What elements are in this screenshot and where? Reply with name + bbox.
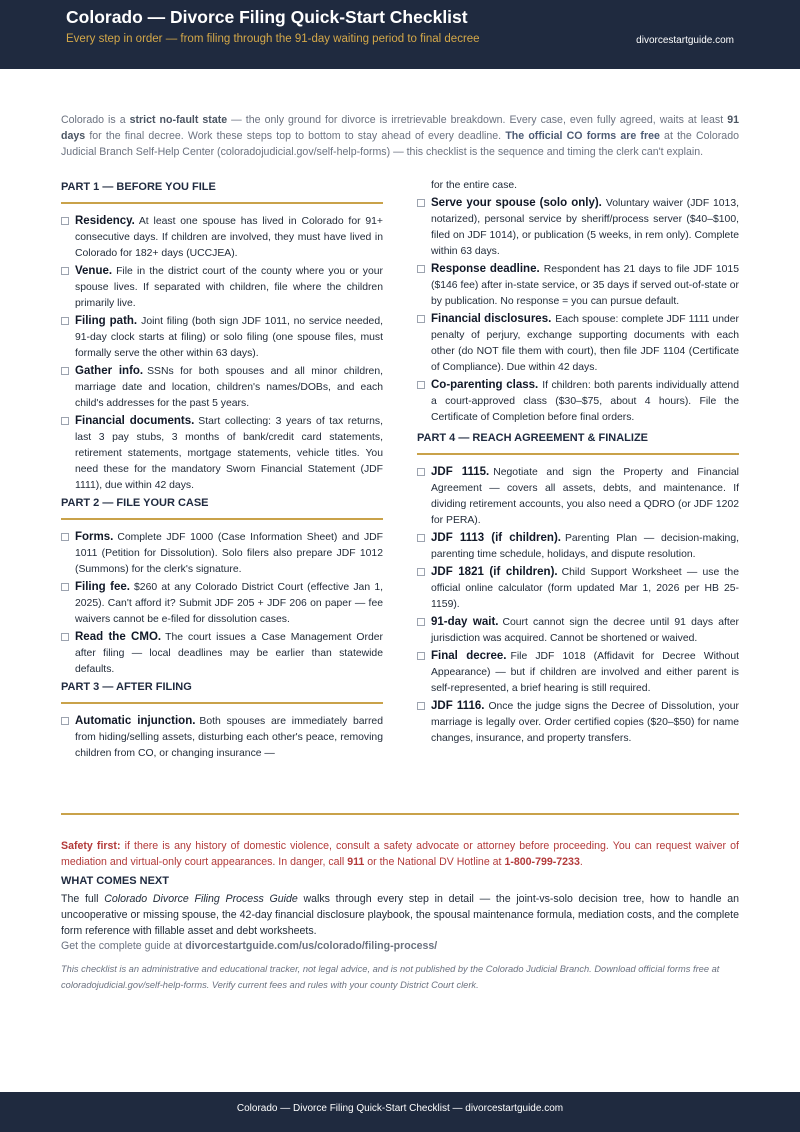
item-continuation: for the entire case.	[431, 180, 518, 191]
item-label: JDF 1116.	[431, 700, 485, 712]
checkbox-icon[interactable]	[61, 367, 69, 375]
checklist-item-automatic-injunction	[61, 713, 383, 762]
safety-text: if there is any history of domestic violence, consult a safety advocate or attorney before proceeding. You can request waiver of mediation and virtual-only court appearances. In danger, call	[61, 840, 739, 868]
item-label: Residency.	[75, 215, 135, 227]
item-text: SSNs for both spouses and all minor children, marriage date and location, children's names/DOBs, and each child's addresses for the past 5 years.	[75, 366, 384, 409]
item-label: Final decree.	[431, 650, 507, 662]
item-text: Both spouses are immediately barred from hiding/selling assets, disturbing each other's peace, removing children from CO, or changing insurance —	[75, 716, 383, 759]
item-text: Start collecting: 3 years of tax returns, last 3 pay stubs, 3 months of bank/credit card statements, retirement statements, mortgage statements, vehicle titles. You need these for the mandatory Sworn Financial Statement (JDF 1111), due within 42 days.	[75, 416, 383, 491]
checklist-item-response-deadline	[417, 261, 739, 310]
checklist-item-read-cmo	[61, 629, 383, 678]
get-guide-line	[61, 940, 437, 952]
item-label: Filing path.	[75, 315, 138, 327]
checkbox-icon[interactable]	[417, 702, 425, 710]
item-label: Read the CMO.	[75, 631, 162, 643]
part-2-heading: PART 2 — FILE YOUR CASE	[61, 497, 383, 520]
item-text: $260 at any Colorado District Court (effective Jan 1, 2025). Can't afford it? Submit JDF 205 + JDF 206 on paper — fee waivers cannot be e-filed for dissolution cases.	[75, 582, 384, 625]
item-text: File in the district court of the county where you or your spouse lives. If separated with children, file where the children primarily live.	[75, 266, 383, 309]
item-label: JDF 1821 (if children).	[431, 566, 558, 578]
item-label: Serve your spouse (solo only).	[431, 197, 602, 209]
checkbox-icon[interactable]	[417, 618, 425, 626]
intro-emphasis: The official CO forms are free	[505, 130, 660, 142]
checkbox-icon[interactable]	[61, 317, 69, 325]
site-name: divorcestartguide.com	[636, 35, 734, 46]
checklist-item-financial-disclosures	[417, 311, 739, 376]
disclaimer: This checklist is an administrative and educational tracker, not legal advice, and is not published by the Colorado Judicial Branch. Download official forms free at coloradojudicial.gov/self-help-forms. Verify current fees and rules with your county District Court clerk.	[61, 964, 720, 990]
page-subtitle: Every step in order — from filing through the 91-day waiting period to final decree	[66, 33, 480, 45]
guide-link[interactable]: divorcestartguide.com/us/colorado/filing-process/	[185, 940, 438, 952]
next-text: walks through every step in detail — the joint-vs-solo decision tree, how to handle an uncooperative or missing spouse, the 42-day financial disclosure playbook, the spousal maintenance formula, mediation costs, and the complete form reference with fillable asset and debt worksheets.	[61, 893, 739, 937]
checkbox-icon[interactable]	[417, 534, 425, 542]
item-label: JDF 1113 (if children).	[431, 532, 561, 544]
safety-text: .	[579, 856, 583, 868]
page-title: Colorado — Divorce Filing Quick-Start Checklist	[66, 7, 468, 27]
checklist-item-co-parenting-class	[417, 377, 739, 426]
intro-emphasis: 91 days	[61, 114, 739, 142]
item-label: Gather info.	[75, 365, 144, 377]
checklist-item-residency	[61, 213, 383, 262]
item-label: 91-day wait.	[431, 616, 499, 628]
footer-text: Colorado — Divorce Filing Quick-Start Checklist — divorcestartguide.com	[236, 1103, 564, 1114]
intro-paragraph	[61, 112, 739, 160]
item-text: Respondent has 21 days to file JDF 1015 ($146 fee) after in-state service, or 35 days if served out-of-state or by publication. No response = you can pursue default.	[431, 264, 739, 307]
what-comes-next-heading: WHAT COMES NEXT	[61, 875, 169, 887]
item-label: JDF 1115.	[431, 466, 490, 478]
guide-title: Colorado Divorce Filing Process Guide	[104, 893, 298, 905]
item-text: Complete JDF 1000 (Case Information Sheet) and JDF 1011 (Petition for Dissolution). Solo filers also prepare JDF 1012 (Summons) for the clerk's signature.	[75, 532, 383, 575]
checklist-item-forms	[61, 529, 383, 578]
part-1-heading: PART 1 — BEFORE YOU FILE	[61, 181, 383, 204]
checkbox-icon[interactable]	[417, 468, 425, 476]
item-text: If children: both parents individually attend a court-approved class ($30–$75, about 4 hours). File the Certificate of Completion before final orders.	[431, 380, 739, 423]
item-text: File JDF 1018 (Affidavit for Decree Without Appearance) — but if children are involved and either parent is self-represented, a brief hearing is still required.	[431, 651, 739, 694]
safety-notice	[61, 838, 739, 870]
item-text: Joint filing (both sign JDF 1011, no service needed, 91-day clock starts at filing) or solo filing (one spouse files, must formally serve the other within 63 days).	[75, 316, 383, 359]
get-guide-text: Get the complete guide at	[61, 940, 186, 952]
item-text: At least one spouse has lived in Colorado for 91+ consecutive days. If children are involved, they must have lived in Colorado for 182+ days (UCCJEA).	[75, 216, 383, 259]
checkbox-icon[interactable]	[61, 533, 69, 541]
checklist-item-venue	[61, 263, 383, 312]
intro-emphasis: strict no-fault state	[129, 114, 228, 126]
left-column	[61, 178, 383, 763]
intro-text: at the Colorado Judicial Branch Self-Help Center (coloradojudicial.gov/self-help-forms) — this checklist is the sequence and timing the clerk can't explain.	[61, 130, 739, 158]
intro-text: — the only ground for divorce is irretrievable breakdown. Every case, even fully agreed, waits at least	[227, 114, 728, 126]
checklist-item-filing-fee	[61, 579, 383, 628]
checklist-item-financial-documents	[61, 413, 383, 494]
checkbox-icon[interactable]	[61, 417, 69, 425]
checkbox-icon[interactable]	[61, 583, 69, 591]
next-text: The full	[61, 893, 105, 905]
item-label: Automatic injunction.	[75, 715, 196, 727]
checkbox-icon[interactable]	[61, 717, 69, 725]
safety-lead: Safety first:	[61, 840, 121, 852]
checklist-item-serve-spouse	[417, 195, 739, 260]
item-text: Parenting Plan — decision-making, parenting time schedule, holidays, and dispute resolution.	[431, 533, 739, 560]
item-label: Co-parenting class.	[431, 379, 539, 391]
page-header	[0, 0, 800, 69]
what-comes-next-body	[61, 891, 739, 939]
checklist-item-final-decree	[417, 648, 739, 697]
checkbox-icon[interactable]	[61, 217, 69, 225]
item-text: Each spouse: complete JDF 1111 under penalty of perjury, exchange supporting documents with each other (do NOT file them with court), then file JDF 1104 (Certificate of Compliance). Due within 42 days.	[431, 314, 739, 373]
item-text: Negotiate and sign the Property and Financial Agreement — covers all assets, debts, and maintenance. If dividing retirement accounts, you also need a QDRO (or JDF 1202 for PERA).	[431, 467, 739, 526]
item-text: Child Support Worksheet — use the official online calculator (form updated Mar 1, 2026 per HB 25-1159).	[431, 567, 739, 610]
checklist-item-jdf-1113	[417, 530, 739, 563]
checklist-item-filing-path	[61, 313, 383, 362]
checkbox-icon[interactable]	[61, 267, 69, 275]
item-label: Forms.	[75, 531, 114, 543]
checkbox-icon[interactable]	[417, 568, 425, 576]
part-3-heading: PART 3 — AFTER FILING	[61, 681, 383, 704]
item-label: Response deadline.	[431, 263, 540, 275]
checklist-item-jdf-1116	[417, 698, 739, 747]
checkbox-icon[interactable]	[61, 633, 69, 641]
page-footer	[0, 1092, 800, 1132]
checklist-item-gather-info	[61, 363, 383, 412]
item-label: Financial disclosures.	[431, 313, 552, 325]
checkbox-icon[interactable]	[417, 199, 425, 207]
item-text: Voluntary waiver (JDF 1013, notarized), personal service by sheriff/process server ($40–$100, filed on JDF 1014), or publication (5 weeks, in rem only). Complete within 63 days.	[431, 198, 739, 257]
emergency-number: 911	[347, 856, 365, 868]
checkbox-icon[interactable]	[417, 652, 425, 660]
checkbox-icon[interactable]	[417, 265, 425, 273]
intro-text: for the final decree. Work these steps top to bottom to stay ahead of every deadline.	[85, 130, 506, 142]
checklist-item-jdf-1821	[417, 564, 739, 613]
checkbox-icon[interactable]	[417, 381, 425, 389]
item-label: Venue.	[75, 265, 113, 277]
checkbox-icon[interactable]	[417, 315, 425, 323]
intro-text: Colorado is a	[61, 114, 130, 126]
checklist-item-jdf-1115	[417, 464, 739, 529]
part-4-heading: PART 4 — REACH AGREEMENT & FINALIZE	[417, 432, 739, 455]
right-column	[417, 178, 739, 748]
item-label: Financial documents.	[75, 415, 195, 427]
checklist-item-91-day-wait	[417, 614, 739, 647]
section-divider	[61, 813, 739, 815]
hotline-number: 1-800-799-7233	[504, 856, 580, 868]
item-label: Filing fee.	[75, 581, 131, 593]
item-text: Court cannot sign the decree until 91 days after jurisdiction was acquired. Cannot be shortened or waived.	[431, 617, 739, 644]
safety-text: or the National DV Hotline at	[364, 856, 505, 868]
item-text: Once the judge signs the Decree of Dissolution, your marriage is legally over. Order certified copies ($20–$50) for name changes, insurance, and property transfers.	[431, 701, 739, 744]
item-text: The court issues a Case Management Order after filing — local deadlines may be earlier than statewide defaults.	[75, 632, 383, 675]
